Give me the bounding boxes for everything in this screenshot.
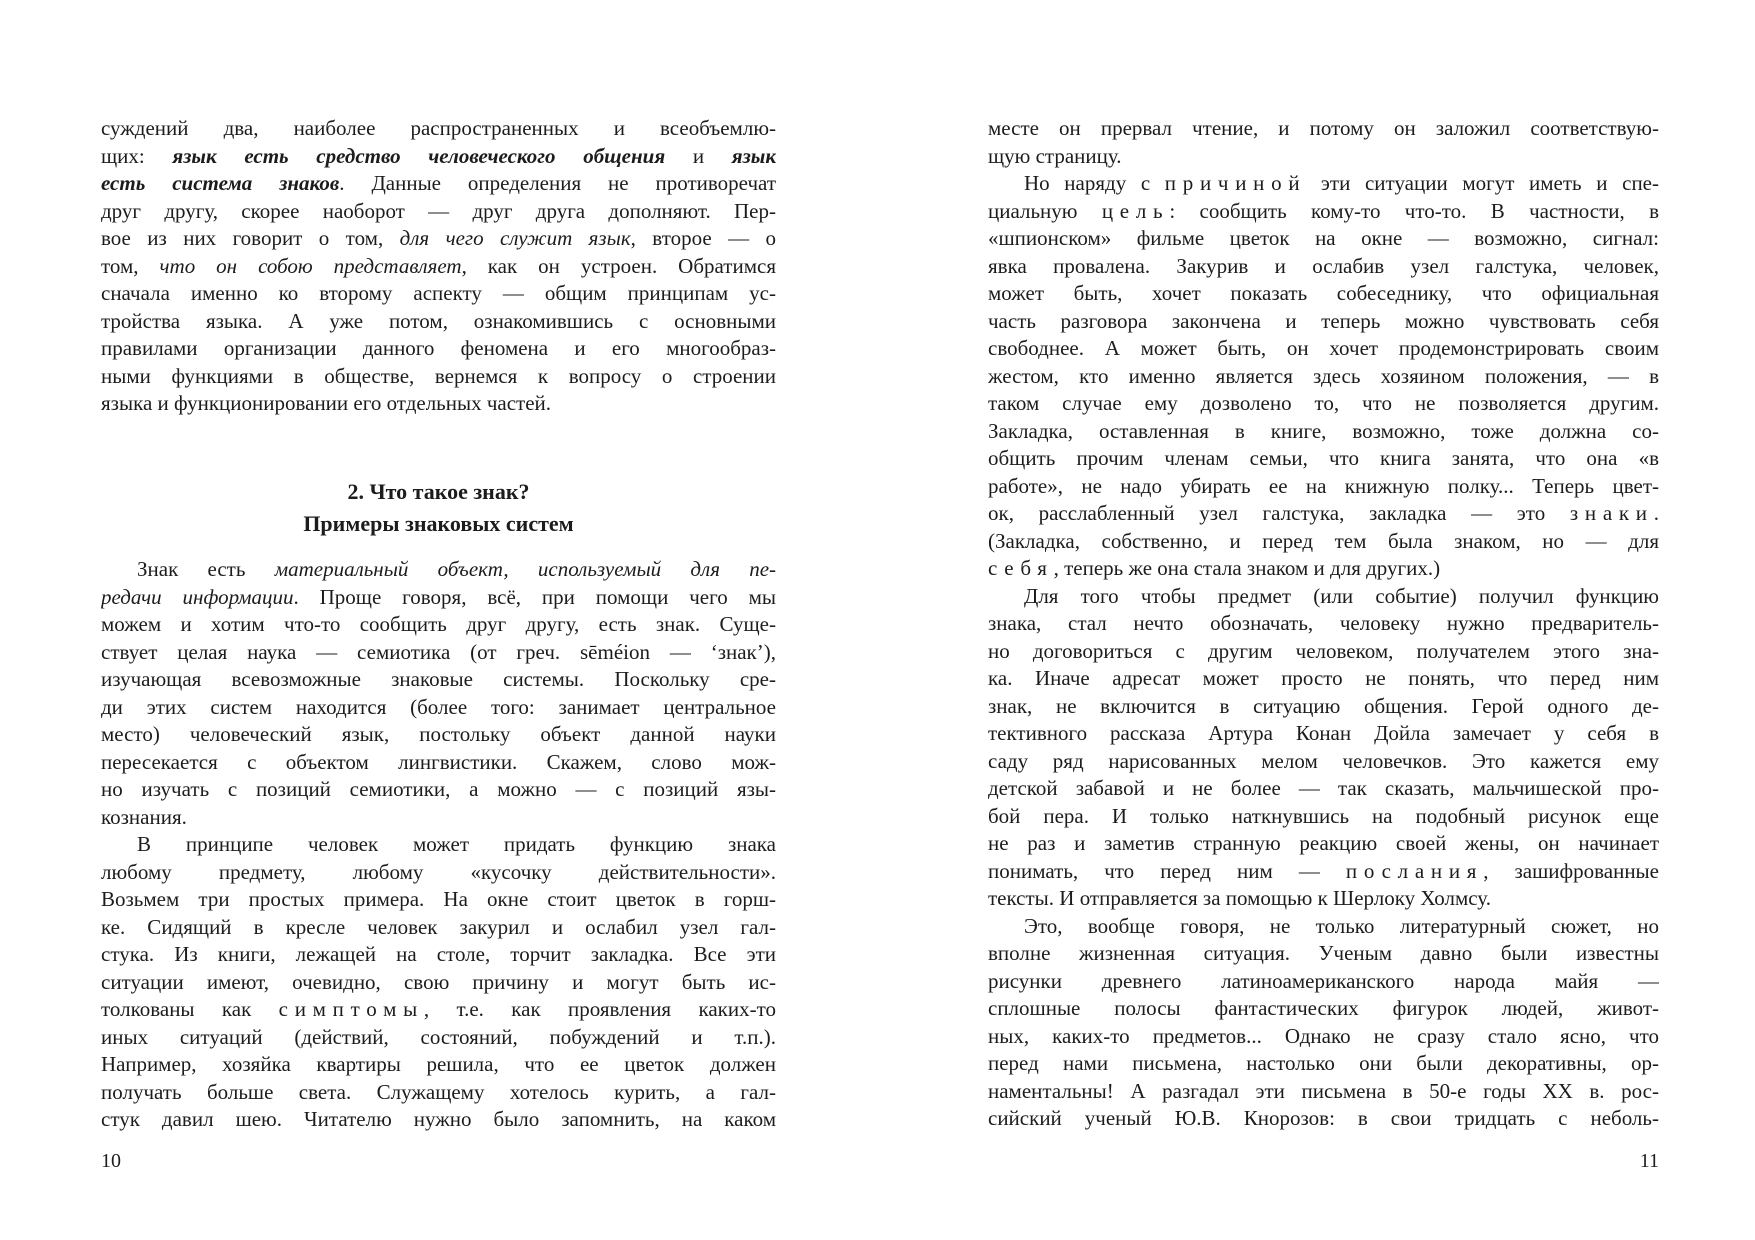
text-line [988, 528, 1659, 556]
text-run: общить прочим членам семьи, что книга занята, что она «в [988, 446, 1659, 470]
text-line [988, 913, 1659, 941]
text-line [101, 1079, 776, 1107]
text-run: перед нами письмена, настолько они были декоративны, ор- [988, 1051, 1659, 1075]
text-run: Закладка, оставленная в книге, возможно, тоже должна со- [988, 418, 1659, 443]
text-run: Например, хозяйка квартиры решила, что ее цветок должен [101, 1052, 776, 1076]
text-run: сийский ученый Ю.В. Кнорозов: в свои тридцать с неболь- [988, 1106, 1659, 1130]
text-line [101, 639, 776, 667]
text-run: ка. Иначе адресат может просто не понять, что перед ним [988, 666, 1659, 690]
spaced-emphasis: себя [988, 556, 1054, 580]
text-run: , зашифрованные [1483, 858, 1659, 883]
text-line [988, 665, 1659, 693]
text-run: детской забавой и не более — так сказать, мальчишеской про- [988, 776, 1659, 800]
text-run: толкованы как [101, 997, 279, 1021]
text-run: стук давил шею. Читателю нужно было запомнить, на каком [101, 1107, 776, 1131]
text-line [988, 830, 1659, 858]
text-run: , как он устроен. Обратимся [461, 253, 776, 278]
text-line [101, 886, 776, 914]
text-line [101, 1106, 776, 1134]
text-run: . [1653, 501, 1659, 525]
text-line [988, 1023, 1659, 1051]
left-body-text [101, 556, 776, 1134]
text-run: циальную [988, 198, 1102, 223]
italic-emphasis: материальный объект, используемый для пе- [274, 557, 776, 581]
text-line [988, 555, 1659, 583]
text-run: ными функциями в обществе, вернемся к вопросу о строении [101, 363, 776, 388]
text-run: получать больше света. Служащему хотелось курить, а гал- [101, 1079, 776, 1104]
text-run: рисунки древнего латиноамериканского народа майя — [988, 968, 1659, 993]
text-run: Но наряду с [1024, 171, 1165, 195]
text-run: эти ситуации могут иметь и спе- [1306, 171, 1659, 195]
page-number-right: 11 [1639, 1150, 1659, 1172]
text-run: : сообщить кому-то что-то. В частности, в [1169, 198, 1659, 223]
text-line [988, 418, 1659, 446]
text-line [101, 694, 776, 722]
text-run: изучающая всевозможные знаковые системы. Поскольку сре- [101, 667, 776, 691]
text-line [101, 363, 776, 391]
text-run: иных ситуаций (действий, состояний, побуждений и т.п.). [101, 1024, 776, 1049]
text-run: понимать, что перед ним — [988, 858, 1346, 883]
text-line [101, 253, 776, 281]
text-run: ситуации имеют, очевидно, свою причину и могут быть ис- [101, 969, 776, 994]
text-line [101, 115, 776, 143]
text-line [988, 500, 1659, 528]
text-run: ствует целая наука — семиотика (от греч. sēméion — ‘знак’), [101, 639, 776, 664]
text-line [101, 804, 776, 832]
text-run: , второе — о [630, 226, 776, 250]
section-heading-line-2: Примеры знаковых систем [303, 511, 574, 536]
text-run: сплошные полосы фантастических фигурок людей, живот- [988, 996, 1659, 1020]
text-run: не раз и заметив странную реакцию своей жены, он начинает [988, 831, 1659, 855]
text-line [101, 749, 776, 777]
text-run: щую страницу. [988, 143, 1122, 168]
text-line [101, 143, 776, 171]
text-run: щих: [101, 143, 173, 168]
text-run: работе», не надо убирать ее на книжную полку... Теперь цвет- [988, 473, 1659, 498]
text-run: тексты. И отправляется за помощью к Шерлоку Холмсу. [988, 886, 1491, 910]
text-line [988, 253, 1659, 281]
text-line [988, 143, 1659, 171]
text-line [101, 721, 776, 749]
text-line [988, 445, 1659, 473]
text-line [988, 720, 1659, 748]
text-line [988, 198, 1659, 226]
text-run: саду ряд нарисованных мелом человечков. Это кажется ему [988, 748, 1659, 773]
text-line [988, 308, 1659, 336]
text-line [101, 969, 776, 997]
text-run: Это, вообще говоря, не только литературный сюжет, но [1024, 913, 1659, 938]
text-line [101, 170, 776, 198]
text-run: часть разговора закончена и теперь можно чувствовать себя [988, 308, 1659, 333]
text-run: В принципе человек может придать функцию знака [137, 832, 776, 856]
text-run: но изучать с позиций семиотики, а можно — с позиций язы- [101, 777, 776, 801]
spaced-emphasis: симптомы [278, 997, 424, 1021]
text-line [101, 914, 776, 942]
text-run: сначала именно ко второму аспекту — общим принципам ус- [101, 281, 776, 305]
text-run: жестом, кто именно является здесь хозяином положения, — в [988, 363, 1659, 388]
right-body-text [988, 115, 1659, 1133]
text-run: том, [101, 253, 160, 278]
text-line [101, 996, 776, 1024]
text-line [988, 225, 1659, 253]
text-run: и [665, 143, 732, 168]
text-line [988, 885, 1659, 913]
text-run: место) человеческий язык, постольку объект данной науки [101, 722, 776, 746]
text-run: любому предмету, любому «кусочку действительности». [101, 859, 776, 884]
text-run: Для того чтобы предмет (или событие) получил функцию [1024, 583, 1659, 608]
text-run: но договориться с другим человеком, получателем этого зна- [988, 638, 1659, 663]
text-line [988, 170, 1659, 198]
text-run: кознания. [101, 804, 187, 829]
text-run: пересекается с объектом лингвистики. Скажем, слово мож- [101, 749, 776, 774]
right-page [877, 0, 1755, 1240]
left-page [0, 0, 877, 1240]
text-line [101, 390, 776, 418]
text-run: таком случае ему дозволено то, что не позволяется другим. [988, 391, 1659, 415]
text-run: явка провалена. Закурив и ослабив узел галстука, человек, [988, 253, 1659, 278]
text-line [988, 280, 1659, 308]
text-line [101, 335, 776, 363]
text-line [101, 280, 776, 308]
text-line [988, 1078, 1659, 1106]
text-run: ок, расслабленный узел галстука, закладка — это [988, 501, 1570, 525]
text-line [101, 556, 776, 584]
text-run: вое из них говорит о том, [101, 226, 400, 250]
text-line [101, 831, 776, 859]
section-heading-line-1: 2. Что такое знак? [347, 479, 530, 504]
text-run: ных, каких-то предметов... Однако не сразу стало ясно, что [988, 1023, 1659, 1048]
bold-italic-emphasis: есть система знаков [101, 171, 340, 195]
text-line [988, 693, 1659, 721]
text-line [988, 390, 1659, 418]
text-run: стука. Из книги, лежащей на столе, торчит закладка. Все эти [101, 942, 776, 966]
text-run: «шпионском» фильме цветок на окне — возможно, сигнал: [988, 226, 1659, 250]
text-line [988, 775, 1659, 803]
spaced-emphasis: цель [1101, 198, 1170, 223]
text-run: бой пера. И только наткнувшись на подобный рисунок еще [988, 803, 1659, 828]
text-run: правилами организации данного феномена и его многообраз- [101, 336, 776, 360]
text-run: (Закладка, собственно, и перед тем была знаком, но — для [988, 528, 1659, 553]
text-line [101, 611, 776, 639]
text-line [988, 473, 1659, 501]
text-line [101, 859, 776, 887]
text-run: друг другу, скорее наоборот — друг друга дополняют. Пер- [101, 198, 776, 223]
italic-emphasis: для чего служит язык [399, 226, 631, 250]
text-line [988, 115, 1659, 143]
text-line [988, 995, 1659, 1023]
page-number-left: 10 [101, 1150, 121, 1172]
text-line [988, 335, 1659, 363]
text-line [101, 941, 776, 969]
text-line [988, 1050, 1659, 1078]
text-run: ди этих систем находится (более того: занимает центральное [101, 694, 776, 719]
spaced-emphasis: причиной [1164, 171, 1307, 195]
text-line [988, 968, 1659, 996]
text-line [101, 666, 776, 694]
text-line [101, 584, 776, 612]
italic-emphasis: что он собою представляет [159, 253, 462, 278]
text-run: Возьмем три простых примера. На окне стоит цветок в горш- [101, 887, 776, 911]
left-top-text [101, 115, 776, 418]
text-run: языка и функционировании его отдельных частей. [101, 391, 552, 415]
text-run: знак, не включится в ситуацию общения. Герой одного де- [988, 693, 1659, 718]
text-line [988, 748, 1659, 776]
text-line [101, 198, 776, 226]
text-line [988, 940, 1659, 968]
text-line [101, 776, 776, 804]
text-line [101, 308, 776, 336]
text-run: , теперь же она стала знаком и для других.) [1053, 556, 1441, 580]
section-heading [101, 476, 776, 540]
text-run: свободнее. А может быть, он хочет продемонстрировать своим [988, 336, 1659, 360]
text-run: тективного рассказа Артура Конан Дойла замечает у себя в [988, 721, 1659, 745]
text-run: , т.е. как проявления каких-то [423, 997, 776, 1021]
text-run: ке. Сидящий в кресле человек закурил и ослабил узел гал- [101, 914, 776, 939]
text-line [988, 638, 1659, 666]
text-line [988, 363, 1659, 391]
text-run: может быть, хочет показать собеседнику, что официальная [988, 281, 1659, 305]
text-run: . Данные определения не противоречат [339, 171, 776, 195]
text-line [101, 225, 776, 253]
italic-emphasis: редачи информации [101, 584, 294, 609]
text-line [988, 610, 1659, 638]
text-run: можем и хотим что-то сообщить друг другу, есть знак. Суще- [101, 612, 776, 636]
text-line [988, 1105, 1659, 1133]
bold-italic-emphasis: язык есть средство человеческого общения [172, 143, 666, 168]
text-line [988, 858, 1659, 886]
text-run: Знак есть [137, 557, 275, 581]
text-line [101, 1051, 776, 1079]
bold-italic-emphasis: язык [731, 143, 776, 168]
text-run: наментальны! А разгадал эти письмена в 50-е годы XX в. рос- [988, 1078, 1659, 1103]
spaced-emphasis: знаки [1569, 501, 1654, 525]
text-line [101, 1024, 776, 1052]
text-run: месте он прервал чтение, и потому он заложил соответствую- [988, 116, 1659, 140]
text-run: суждений два, наиболее распространенных и всеобъемлю- [101, 116, 776, 140]
spaced-emphasis: послания [1345, 858, 1484, 883]
text-run: вполне жизненная ситуация. Ученым давно были известны [988, 941, 1659, 965]
text-run: . Проще говоря, всё, при помощи чего мы [293, 584, 776, 609]
text-run: знака, стал нечто обозначать, человеку нужно предваритель- [988, 611, 1659, 635]
text-run: тройства языка. А уже потом, ознакомившись с основными [101, 308, 776, 333]
text-line [988, 803, 1659, 831]
text-line [988, 583, 1659, 611]
